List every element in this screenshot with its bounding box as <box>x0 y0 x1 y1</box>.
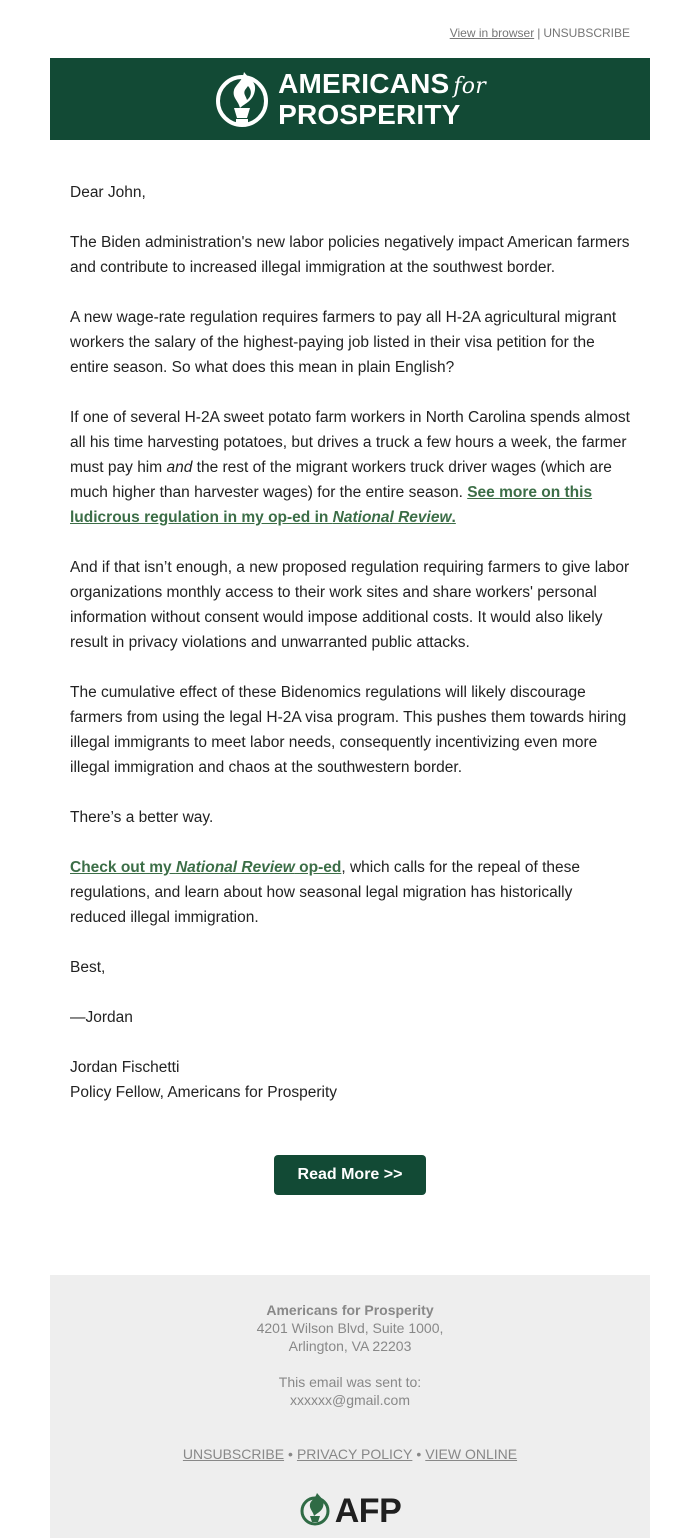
paragraph-5: The cumulative effect of these Bidenomics regulations will likely discourage farmers from using the legal H-2A visa program. This pushes them towards hiring illegal immigrants to meet labor needs, consequently incentivizing even more illegal immigration and chaos at the southwestern border. <box>70 684 627 776</box>
footer <box>50 1275 650 1538</box>
afp-logo[interactable] <box>214 68 486 130</box>
footer-sent-to-label: This email was sent to: <box>278 1374 422 1390</box>
torch-icon <box>299 1491 333 1531</box>
paragraph-2: A new wage-rate regulation requires farmers to pay all H-2A agricultural migrant workers the salary of the highest-paying job listed in their visa petition for the entire season. So what does this mean in plain English? <box>70 309 617 376</box>
p3-text-a: If one of several H-2A sweet potato farm workers in North Carolina spends almost all his time harvesting potatoes, but drives a truck a few hours a week, the farmer must pay him <box>70 409 630 476</box>
separator: | <box>537 26 541 40</box>
footer-link-separator: • <box>416 1446 422 1462</box>
read-more-button[interactable]: Read More >> <box>274 1155 427 1195</box>
footer-email: xxxxxx@gmail.com <box>289 1392 410 1408</box>
footer-unsubscribe-link[interactable]: UNSUBSCRIBE <box>182 1446 285 1462</box>
logo-line2: PROSPERITY <box>278 98 461 130</box>
top-links <box>450 26 630 40</box>
paragraph-1: The Biden administration's new labor policies negatively impact American farmers and contribute to increased illegal immigration at the southwest border. <box>70 234 630 276</box>
footer-org-name: Americans for Prosperity <box>266 1302 434 1318</box>
footer-afp-logo[interactable] <box>50 1491 650 1531</box>
op-ed-link[interactable]: See more on this ludicrous regulation in my op-ed in National Review. <box>70 484 593 526</box>
footer-link-separator: • <box>288 1446 293 1462</box>
logo-wordmark <box>278 67 486 130</box>
logo-line1: AMERICANS <box>278 67 450 99</box>
view-in-browser-link[interactable]: View in browser <box>449 26 535 40</box>
footer-address-line2: Arlington, VA 22203 <box>288 1338 412 1354</box>
torch-icon <box>214 68 272 130</box>
footer-logo-text: AFP <box>334 1492 402 1530</box>
paragraph-3 <box>70 405 630 530</box>
p3-text-b: the rest of the migrant workers truck driver wages (which are much higher than harvester wages) for the entire season. <box>70 459 612 501</box>
email-body <box>70 180 630 1105</box>
footer-links <box>50 1445 650 1463</box>
top-unsubscribe-link[interactable]: UNSUBSCRIBE <box>543 26 630 40</box>
cta-container <box>0 1155 700 1195</box>
signoff: —Jordan <box>70 1009 133 1026</box>
signature-title: Policy Fellow, Americans for Prosperity <box>70 1084 338 1101</box>
p7-text: , which calls for the repeal of these regulations, and learn about how seasonal legal migration has historically reduced illegal immigration. <box>70 859 580 926</box>
paragraph-6: There’s a better way. <box>70 809 214 826</box>
header-banner <box>50 58 650 140</box>
signature-name: Jordan Fischetti <box>70 1059 180 1076</box>
p3-emphasis: and <box>166 459 193 476</box>
greeting: Dear John, <box>70 184 146 201</box>
footer-address-line1: 4201 Wilson Blvd, Suite 1000, <box>256 1320 444 1336</box>
closing: Best, <box>70 959 106 976</box>
footer-privacy-policy-link[interactable]: PRIVACY POLICY <box>296 1446 413 1462</box>
signature <box>70 1055 630 1105</box>
footer-view-online-link[interactable]: VIEW ONLINE <box>425 1446 518 1462</box>
logo-for: for <box>453 73 486 99</box>
check-out-op-ed-link[interactable]: Check out my National Review op-ed <box>70 859 342 876</box>
paragraph-7 <box>70 855 630 930</box>
paragraph-4: And if that isn’t enough, a new proposed regulation requiring farmers to give labor organizations monthly access to their work sites and share workers' personal information without consent would impose additional costs. It would also likely result in privacy violations and unwarranted public attacks. <box>70 559 630 651</box>
